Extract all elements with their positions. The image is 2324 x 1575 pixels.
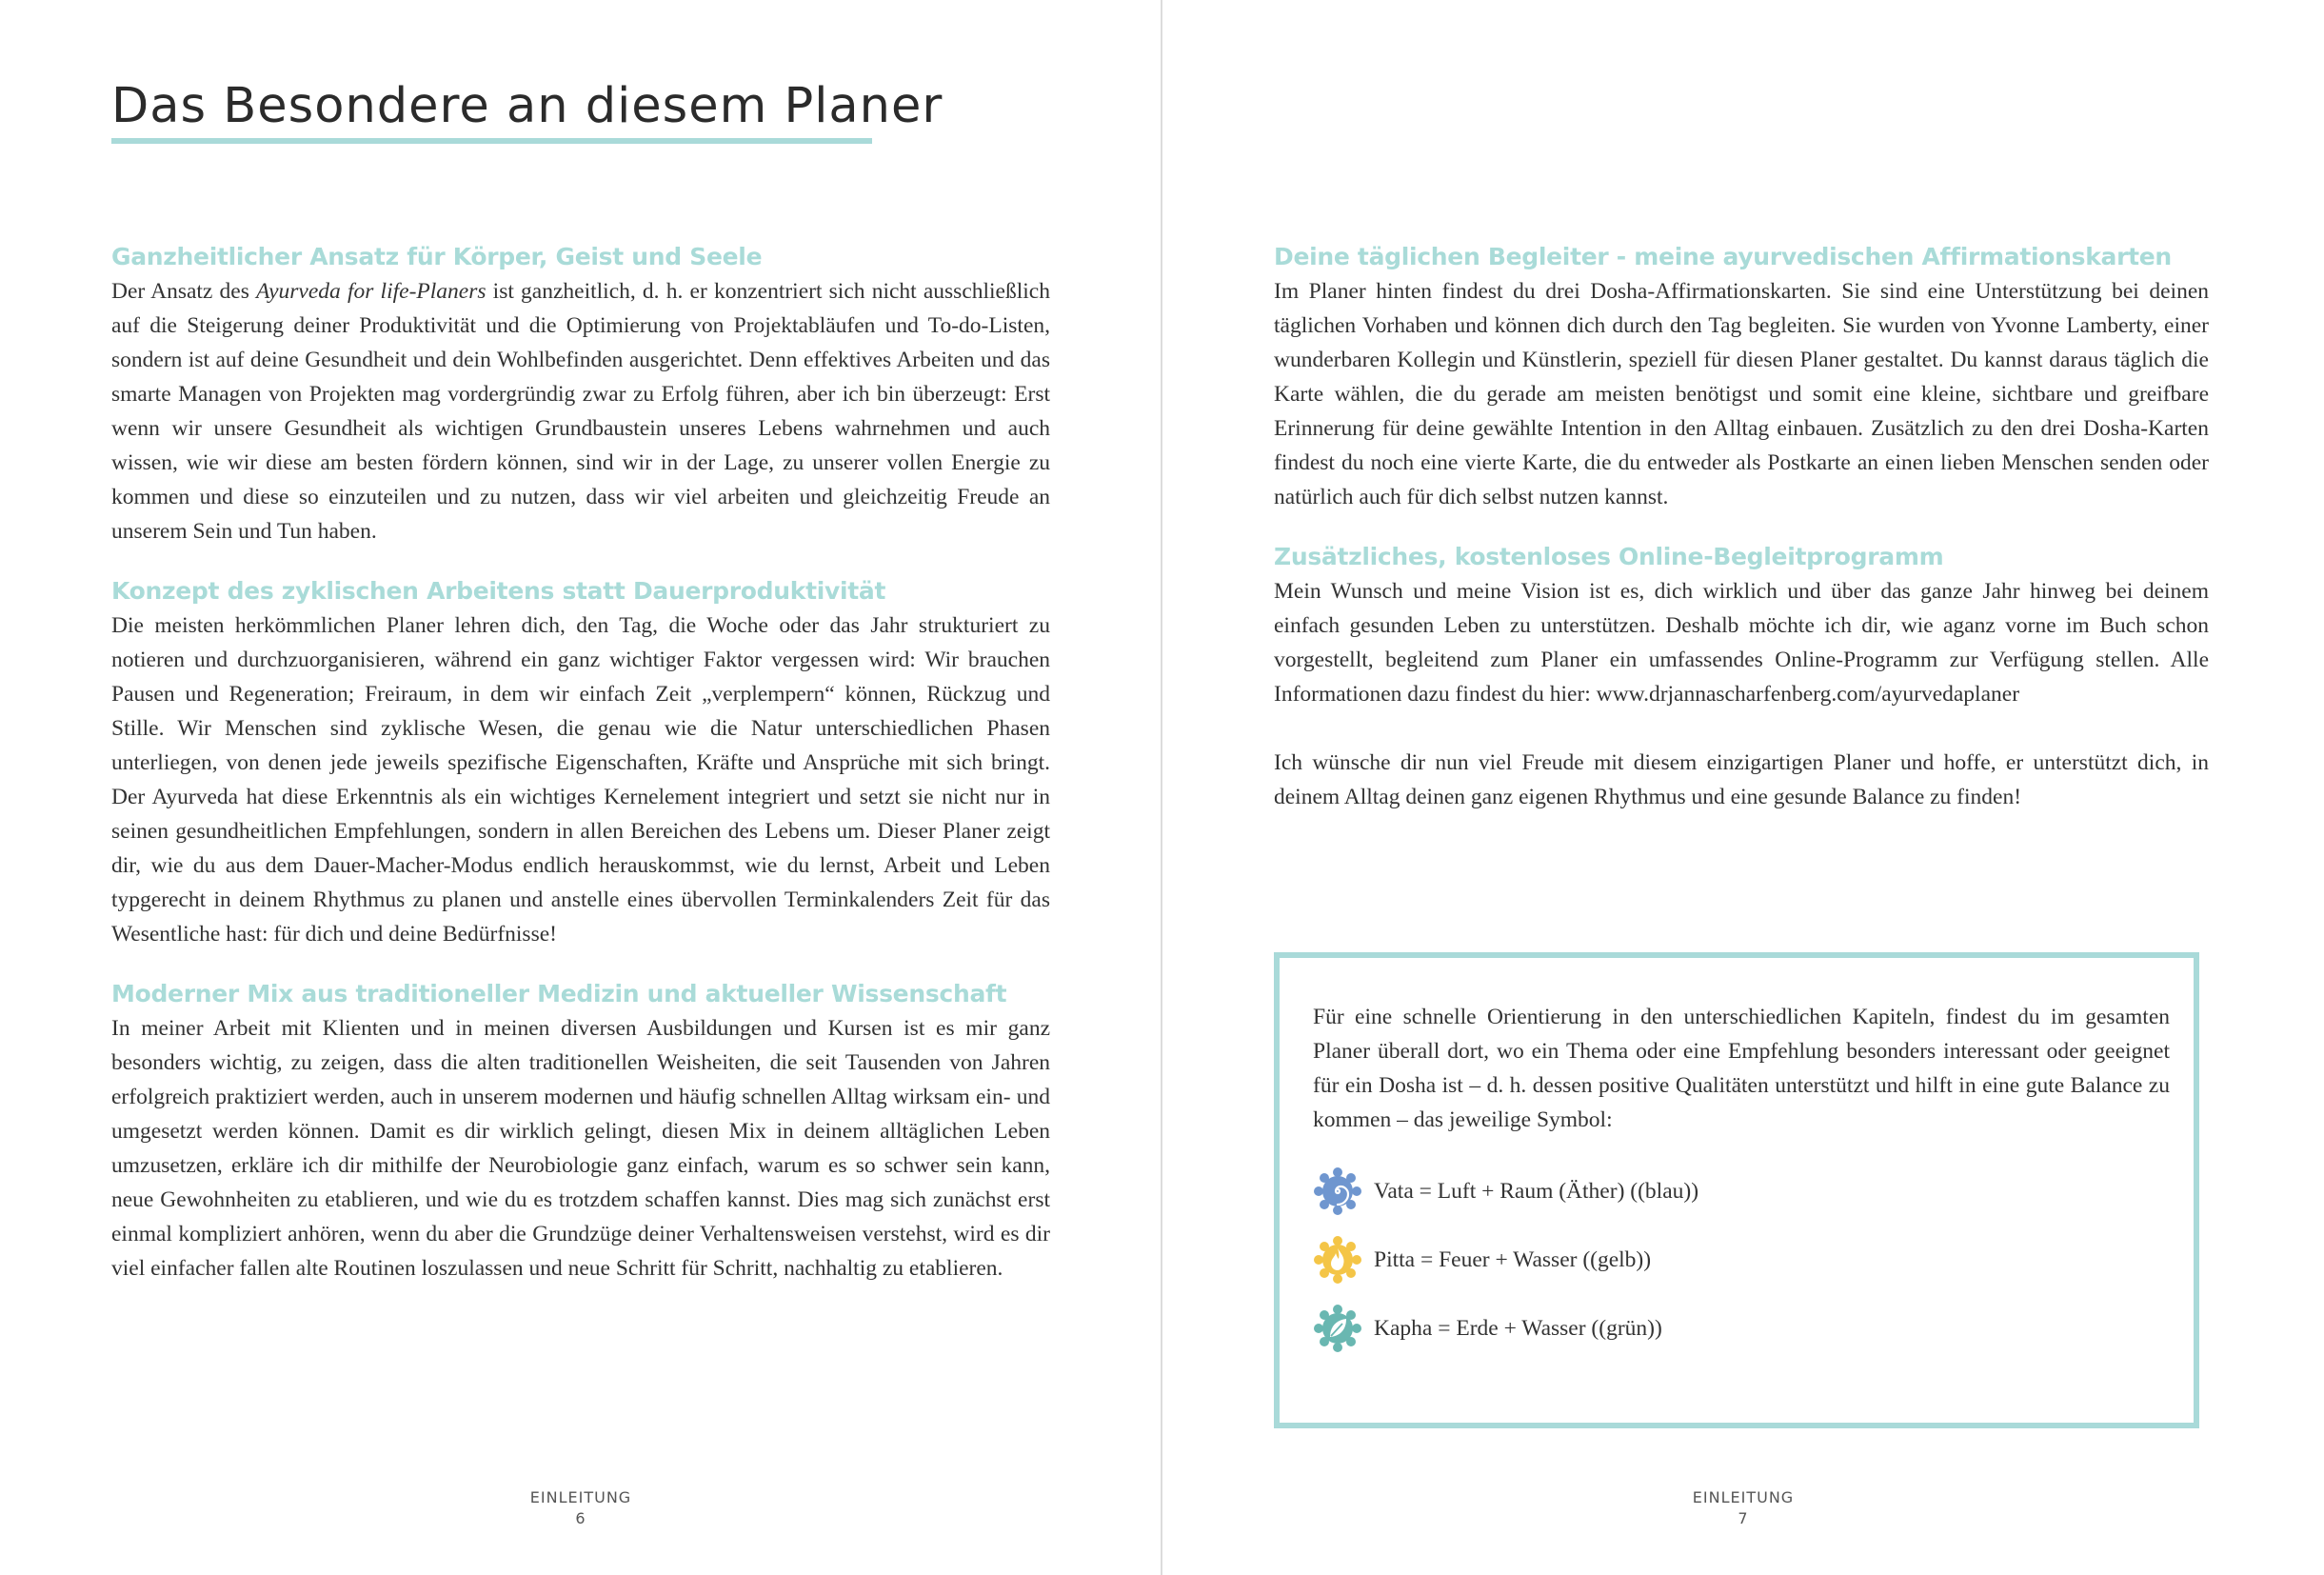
page-number: 6	[575, 1509, 586, 1527]
footer-label: EINLEITUNG	[1692, 1488, 1795, 1506]
section-heading: Moderner Mix aus traditioneller Medizin und aktueller Wissenschaft	[111, 980, 1007, 1007]
section-body: Im Planer hinten findest du drei Dosha-Affirmationskarten. Sie sind eine Unterstützung bei deinen täglichen Vorhaben und können dich durch den Tag begleiten. Sie wurden von Yvonne Lamberty, einer wunderbaren Kollegin und Künstlerin, speziell für diesen Planer gestaltet. Du kannst daraus täglich die Karte wählen, die du gerade am meisten benötigst und somit eine kleine, sichtbare und greifbare Erinnerung für deine gewählte Intention in den Alltag einbauen. Zusätzlich zu den drei Dosha-Karten findest du noch eine vierte Karte, die du entweder als Postkarte an einen lieben Menschen senden oder natürlich auch für dich selbst nutzen kannst.	[1274, 279, 2209, 509]
section-body: Mein Wunsch und meine Vision ist es, dich wirklich und über das ganze Jahr hinweg bei deinem einfach gesunden Leben zu unterstützen. Deshalb möchte ich dir, wie aganz vorne im Buch schon vorgestellt, begleitend zum Planer ein umfassendes Online-Programm zur Verfügung stellen. Alle Informationen dazu findest du hier: www.drjannascharfenberg.com/ayurvedaplaner	[1274, 579, 2209, 707]
section-modern-mix	[111, 977, 1050, 1286]
body-text: Der Ansatz des	[111, 279, 257, 304]
section-heading: Ganzheitlicher Ansatz für Körper, Geist und Seele	[111, 243, 763, 270]
section-body	[111, 274, 1050, 548]
right-column	[1274, 240, 2209, 814]
section-cyclic-work	[111, 574, 1050, 951]
dosha-label: Kapha = Erde + Wasser ((grün))	[1374, 1316, 1662, 1341]
vata-spiral-icon	[1313, 1166, 1362, 1216]
body-text: ist ganzheitlich, d. h. er konzentriert sich nicht ausschließlich auf die Steigerung deiner Produktivität und die Optimierung von Projektabläufen und To-do-Listen, sondern ist auf deine Gesundheit und dein Wohlbefinden ausgerichtet. Denn effektives Arbeiten und das smarte Managen von Projekten mag vordergründig zwar zu Erfolg führen, aber ich bin überzeugt: Erst wenn wir unsere Gesundheit als wichtigen Grundbaustein unseres Lebens wahrnehmen und auch wissen, wie wir diese am besten fördern können, sind wir in der Lage, zu unserer vollen Energie zu kommen und diese so einzuteilen und zu nutzen, dass wir viel arbeiten und gleichzeitig Freude an unserem Sein und Tun haben.	[111, 279, 1050, 544]
left-page	[0, 0, 1161, 1575]
section-heading: Konzept des zyklischen Arbeitens statt Dauerproduktivität	[111, 577, 886, 605]
page-footer	[1648, 1487, 1838, 1529]
page-number: 7	[1738, 1509, 1749, 1527]
section-affirmation-cards	[1274, 240, 2209, 514]
section-body: Die meisten herkömmlichen Planer lehren dich, den Tag, die Woche oder das Jahr strukturiert zu notieren und durchzuorganisieren, während ein ganz wichtiger Faktor vergessen wird: Wir brauchen Pausen und Regeneration; Freiraum, in dem wir einfach Zeit „verplempern“ können, Rückzug und Stille. Wir Menschen sind zyklische Wesen, die genau wie die Natur unterschiedlichen Phasen unterliegen, von denen jede jeweils spezifische Eigenschaften, Kräfte und Ansprüche mit sich bringt. Der Ayurveda hat diese Erkenntnis als ein wichtiges Kernelement integriert und setzt sie nicht nur in seinen gesundheitlichen Empfehlungen, sondern in allen Bereichen des Lebens um. Dieser Planer zeigt dir, wie du aus dem Dauer-Macher-Modus endlich herauskommst, wie du lernst, Arbeit und Leben typgerecht in deinem Rhythmus zu planen und anstelle eines übervollen Terminkalenders Zeit für das Wesentliche hast: für dich und deine Bedürfnisse!	[111, 613, 1050, 947]
title-underline	[111, 138, 872, 144]
section-holistic	[111, 240, 1050, 548]
section-body: In meiner Arbeit mit Klienten und in meinen diversen Ausbildungen und Kursen ist es mir ganz besonders wichtig, zu zeigen, dass die alten traditionellen Weisheiten, die seit Tausenden von Jahren erfolgreich praktiziert werden, auch in unserem modernen und häufig schnellen Alltag wirksam ein- und umgesetzt werden können. Damit es dir wirklich gelingt, diesen Mix in deinem alltäglichen Leben umzusetzen, erkläre ich dir mithilfe der Neurobiologie ganz einfach, warum es so schwer sein kann, neue Gewohnheiten zu etablieren, und wie du es trotzdem schaffen kannst. Dies mag sich zunächst erst einmal kompliziert anhören, wenn du aber die Grundzüge deiner Verhaltensweisen verstehst, wird es dir viel einfacher fallen alte Routinen loszulassen und neue Schritt für Schritt, nachhaltig zu etablieren.	[111, 1016, 1050, 1281]
section-heading: Deine täglichen Begleiter - meine ayurvedischen Affirmationskarten	[1274, 243, 2172, 270]
book-title-italic: Ayurveda for life-Planers	[256, 279, 487, 304]
right-page	[1162, 0, 2324, 1575]
page-footer	[486, 1487, 676, 1529]
dosha-row-vata	[1313, 1166, 1698, 1216]
dosha-callout-box	[1274, 952, 2199, 1428]
section-heading: Zusätzliches, kostenloses Online-Begleitprogramm	[1274, 543, 1944, 570]
kapha-leaf-icon	[1313, 1304, 1362, 1353]
callout-intro: Für eine schnelle Orientierung in den unterschiedlichen Kapiteln, findest du im gesamten Planer überall dort, wo ein Thema oder eine Empfehlung besonders interessant oder geeignet für ein Dosha ist – d. h. dessen positive Qualitäten unterstützt und hilft in eine gute Balance zu kommen – das jeweilige Symbol:	[1313, 1005, 2170, 1132]
dosha-label: Vata = Luft + Raum (Äther) ((blau))	[1374, 1179, 1699, 1204]
dosha-label: Pitta = Feuer + Wasser ((gelb))	[1374, 1247, 1652, 1272]
page-title: Das Besondere an diesem Planer	[111, 78, 944, 134]
closing-paragraph: Ich wünsche dir nun viel Freude mit diesem einzigartigen Planer und hoffe, er unterstützt dich, in deinem Alltag deinen ganz eigenen Rhythmus und eine gesunde Balance zu finden!	[1274, 750, 2209, 809]
section-online-program	[1274, 540, 2209, 711]
left-column	[111, 240, 1050, 1286]
dosha-row-kapha	[1313, 1304, 1662, 1353]
pitta-flame-icon	[1313, 1235, 1362, 1285]
dosha-row-pitta	[1313, 1235, 1651, 1285]
footer-label: EINLEITUNG	[529, 1488, 632, 1506]
